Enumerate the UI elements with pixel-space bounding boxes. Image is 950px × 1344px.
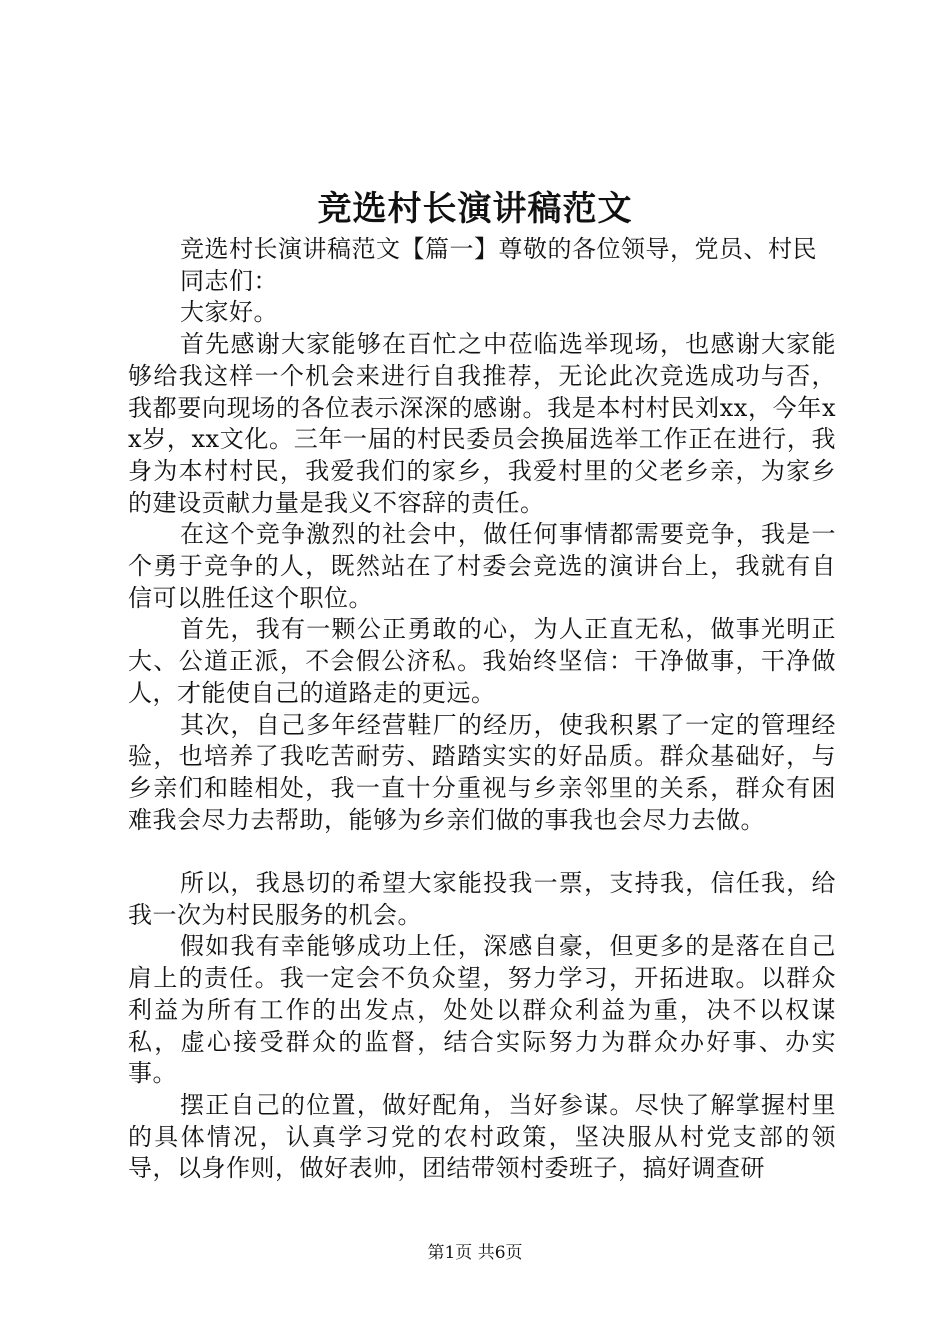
paragraph-request-vote: 所以，我恳切的希望大家能投我一票，支持我，信任我，给我一次为村民服务的机会。 <box>128 869 836 929</box>
document-body <box>128 234 836 1185</box>
paragraph-first-point: 首先，我有一颗公正勇敢的心，为人正直无私，做事光明正大、公道正派，不会假公济私。我始终坚信：干净做事，干净做人，才能使自己的道路走的更远。 <box>128 615 836 707</box>
paragraph-second-point: 其次，自己多年经营鞋厂的经历，使我积累了一定的管理经验，也培养了我吃苦耐劳、踏踏实实的好品质。群众基础好，与乡亲们和睦相处，我一直十分重视与乡亲邻里的关系，群众有困难我会尽力去帮助，能够为乡亲们做的事我也会尽力去做。 <box>128 710 836 834</box>
paragraph-heading-salutation: 竞选村长演讲稿范文【篇一】尊敬的各位领导，党员、村民 <box>180 235 817 263</box>
paragraph-position: 摆正自己的位置，做好配角，当好参谋。尽快了解掌握村里的具体情况，认真学习党的农村政策，坚决服从村党支部的领导，以身作则，做好表帅，团结带领村委班子，搞好调查研 <box>128 1090 836 1183</box>
paragraph-greeting: 大家好。 <box>180 298 278 327</box>
page-number: 第1页 共6页 <box>427 1243 523 1263</box>
document-title: 竞选村长演讲稿范文 <box>317 189 633 229</box>
paragraph-introduction: 首先感谢大家能够在百忙之中莅临选举现场，也感谢大家能够给我这样一个机会来进行自我推荐，无论此次竞选成功与否，我都要向现场的各位表示深深的感谢。我是本村村民刘xx，今年xx岁，xx文化。三年一届的村民委员会换届选举工作正在进行，我身为本村村民，我爱我们的家乡，我爱村里的父老乡亲，为家乡的建设贡献力量是我义不容辞的责任。 <box>128 330 836 517</box>
paragraph-salutation: 同志们： <box>180 266 278 295</box>
paragraph-promise: 假如我有幸能够成功上任，深感自豪，但更多的是落在自己肩上的责任。我一定会不负众望，努力学习，开拓进取。以群众利益为所有工作的出发点，处处以群众利益为重，决不以权谋私，虚心接受群众的监督，结合实际努力为群众办好事、办实事。 <box>128 932 836 1088</box>
paragraph-competition: 在这个竞争激烈的社会中，做任何事情都需要竞争，我是一个勇于竞争的人，既然站在了村委会竞选的演讲台上，我就有自信可以胜任这个职位。 <box>128 520 836 612</box>
